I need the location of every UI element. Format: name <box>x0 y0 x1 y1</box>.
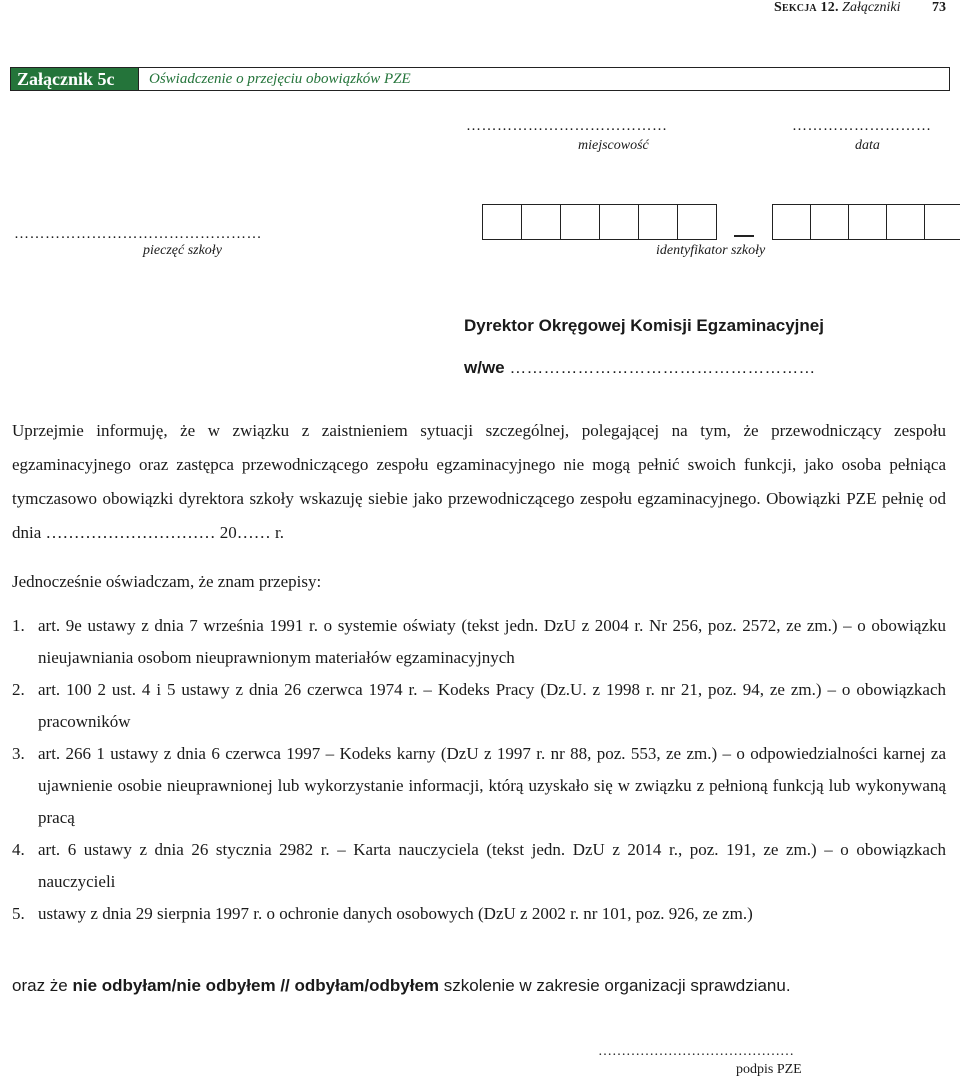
id-digit-box[interactable] <box>848 204 887 240</box>
list-item <box>12 834 946 898</box>
list-item-text: art. 266 1 ustawy z dnia 6 czerwca 1997 – Kodeks karny (DzU z 1997 r. nr 88, poz. 553, ze zm.) – o odpowiedzialności karnej za ujawnienie osobie nieuprawnionej lub wykorzystanie informacji, którą uzyskało się w związku z pełnioną funkcją lub wykonywaną pracą <box>38 744 946 827</box>
list-item-number: 2. <box>12 680 25 699</box>
addressee-location-field[interactable]: ……………………………………………… <box>509 358 816 377</box>
id-digit-box[interactable] <box>521 204 561 240</box>
page-number: 73 <box>932 0 946 15</box>
school-stamp-caption: pieczęć szkoły <box>143 243 222 258</box>
id-digit-box[interactable] <box>772 204 811 240</box>
list-item-text: ustawy z dnia 29 sierpnia 1997 r. o ochronie danych osobowych (DzU z 2002 r. nr 101, poz. 926, ze zm.) <box>38 904 753 923</box>
list-item-number: 5. <box>12 904 25 923</box>
addressee-title: Dyrektor Okręgowej Komisji Egzaminacyjnej <box>464 316 824 335</box>
list-item-number: 1. <box>12 616 25 635</box>
list-item-number: 4. <box>12 840 25 859</box>
date-caption: data <box>855 138 880 153</box>
list-item <box>12 674 946 738</box>
regulations-list <box>12 610 946 930</box>
list-item <box>12 738 946 834</box>
declaration-heading: Jednocześnie oświadczam, że znam przepisy: <box>12 572 322 591</box>
id-digit-box[interactable] <box>924 204 960 240</box>
id-digit-box[interactable] <box>560 204 600 240</box>
place-caption: miejscowość <box>578 138 649 153</box>
page-header <box>774 0 946 16</box>
date-field[interactable]: ……………………… <box>792 118 932 134</box>
signature-caption: podpis PZE <box>736 1062 802 1077</box>
id-digit-box[interactable] <box>482 204 522 240</box>
training-statement <box>12 976 791 996</box>
id-digit-box[interactable] <box>599 204 639 240</box>
addressee-location <box>464 358 815 378</box>
annex-title-bar <box>10 67 950 91</box>
annex-title: Oświadczenie o przejęciu obowiązków PZE <box>149 70 411 87</box>
id-digit-box[interactable] <box>886 204 925 240</box>
id-digit-box[interactable] <box>638 204 678 240</box>
school-identifier-boxes[interactable] <box>482 204 960 240</box>
list-item <box>12 898 946 930</box>
signature-field[interactable]: …………………………………… <box>598 1044 794 1059</box>
training-separator: // <box>280 976 290 995</box>
annex-label: Załącznik 5c <box>11 68 139 90</box>
training-prefix: oraz że <box>12 976 68 995</box>
place-field[interactable]: ………………………………… <box>466 118 668 134</box>
id-separator-dash <box>734 235 754 237</box>
id-digit-box[interactable] <box>677 204 717 240</box>
school-stamp-field[interactable]: ………………………………………… <box>14 226 262 242</box>
statement-paragraph: Uprzejmie informuję, że w związku z zaistnieniem sytuacji szczególnej, polegającej na tym, że przewodniczący zespołu egzaminacyjnego oraz zastępca przewodniczącego zespołu egzaminacyjnego nie mogą pełnić swoich funkcji, jako osoba pełniąca tymczasowo obowiązki dyrektora szkoły wskazuję siebie jako przewodniczącego zespołu egzaminacyjnego. Obowiązki PZE pełnię od dnia ………………………… 20…… r. <box>12 421 946 542</box>
training-option-not-completed[interactable]: nie odbyłam/nie odbyłem <box>72 976 276 995</box>
list-item-text: art. 6 ustawy z dnia 26 stycznia 2982 r. – Karta nauczyciela (tekst jedn. DzU z 2014 r., poz. 191, ze zm.) – o obowiązkach nauczycieli <box>38 840 946 891</box>
list-item <box>12 610 946 674</box>
list-item-text: art. 9e ustawy z dnia 7 września 1991 r. o systemie oświaty (tekst jedn. DzU z 2004 r. Nr 256, poz. 2572, ze zm.) – o obowiązku nieujawniania osobom nieuprawnionym materiałów egzaminacyjnych <box>38 616 946 667</box>
school-id-caption: identyfikator szkoły <box>656 243 766 258</box>
training-option-completed[interactable]: odbyłam/odbyłem <box>294 976 440 995</box>
section-title: Załączniki <box>842 0 901 15</box>
list-item-number: 3. <box>12 744 25 763</box>
addressee-prefix: w/we <box>464 358 505 377</box>
id-digit-box[interactable] <box>810 204 849 240</box>
section-number: Sekcja 12. <box>773 0 839 15</box>
training-suffix: szkolenie w zakresie organizacji sprawdzianu. <box>443 976 791 995</box>
list-item-text: art. 100 2 ust. 4 i 5 ustawy z dnia 26 czerwca 1974 r. – Kodeks Pracy (Dz.U. z 1998 r. nr 21, poz. 94, ze zm.) – o obowiązkach pracowników <box>38 680 946 731</box>
